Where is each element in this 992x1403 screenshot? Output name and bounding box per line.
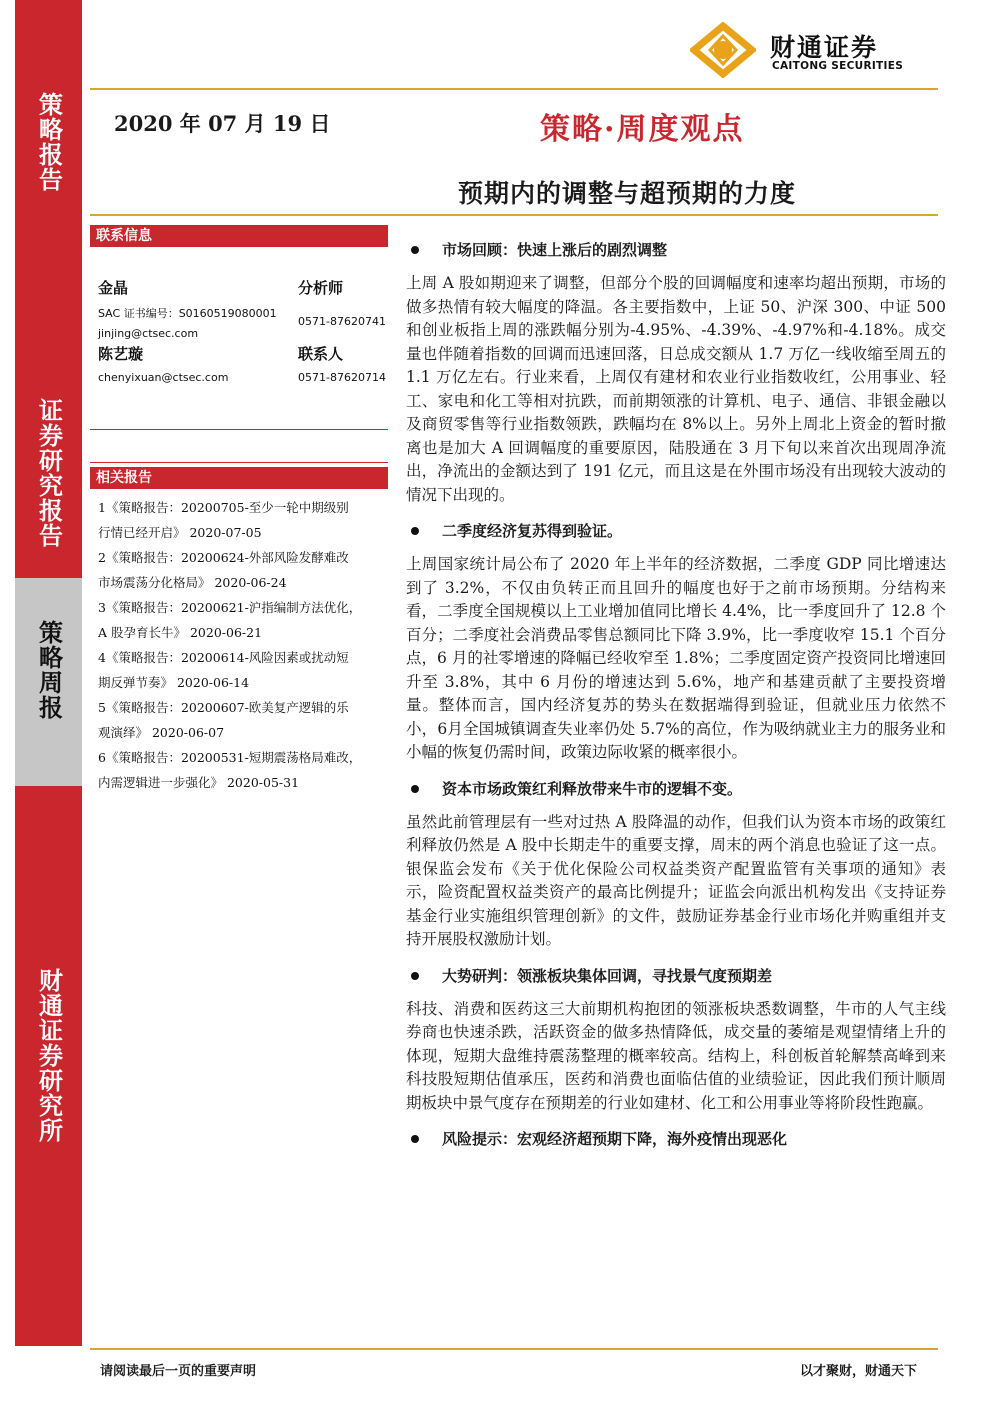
- bullet-icon: [411, 527, 419, 535]
- side-band-label: 证券研究报告: [34, 398, 64, 548]
- related-report-item[interactable]: 4《策略报告：20200614-风险因素或扰动短 期反弹节奏》 2020-06-14: [98, 650, 349, 690]
- related-reports-list: [90, 489, 388, 795]
- section-heading: 大势研判：领涨板块集体回调，寻找景气度预期差: [406, 962, 946, 990]
- logo-name-cn: 财通证券: [770, 33, 879, 62]
- section-heading: 资本市场政策红利释放带来牛市的逻辑不变。: [406, 775, 946, 803]
- related-heading: 相关报告: [90, 467, 388, 489]
- bullet-icon: [411, 1135, 419, 1143]
- analyst1-phone: 0571-87620741: [298, 315, 386, 328]
- logo-mark-icon: [690, 22, 756, 78]
- footer-rule: [90, 1348, 938, 1350]
- section-body: 上周国家统计局公布了 2020 年上半年的经济数据，二季度 GDP 同比增速达到了 3.2%，不仅由负转正而且回升的幅度也好于之前市场预期。分结构来看，二季度全国规模以上工业增加值同比增长 4.4%，比一季度回升了 12.8 个百分；二季度社会消费品零售总额同比下降 3.9%，比一季度收窄 15.1 个百分点，6 月的社零增速的降幅已经收窄至 1.8%；二季度固定资产投资同比增速回升至 3.8%，其中 6 月份的增速达到 5.6%，地产和基建贡献了主要投资增量。整体而言，国内经济复苏的势头在数据端得到验证，但就业压力依然不小，6月全国城镇调查失业率仍处 5.7%的高位，作为吸纳就业主力的服务业和小幅的恢复仍需时间，政策边际收紧的概率很小。: [406, 555, 946, 761]
- analyst2-phone: 0571-87620714: [298, 371, 386, 384]
- section-heading: 风险提示：宏观经济超预期下降，海外疫情出现恶化: [406, 1125, 946, 1153]
- report-date: 2020 年 07 月 19 日: [114, 111, 331, 136]
- section-body: 上周 A 股如期迎来了调整，但部分个股的回调幅度和速率均超出预期，市场的做多热情有较大幅度的降温。各主要指数中，上证 50、沪深 300、中证 500 和创业板指上周的涨跌幅分别为-4.95%、-4.39%、-4.97%和-4.18%。成交量也伴随着指数的回调而迅速回落，日总成交额从 1.7 万亿一线收缩至周五的 1.1 万亿左右。行业来看，上周仅有建材和农业行业指数收红，公用事业、轻工、家电和化工等相对抗跌，而前期领涨的计算机、电子、通信、非银金融以及商贸零售等行业指数领跌，跌幅均在 8%以上。另外上周北上资金的暂时撤离也是加大 A 回调幅度的重要原因，陆股通在 3 月下旬以来首次出现周净流出，净流出的金额达到了 191 亿元，而且这是在外围市场没有出现较大波动的情况下出现的。: [406, 274, 946, 504]
- main-content: [406, 236, 946, 1153]
- related-report-item[interactable]: 6《策略报告：20200531-短期震荡格局难改， 内需逻辑进一步强化》 2020-05-31: [98, 750, 362, 790]
- related-report-item[interactable]: 3《策略报告：20200621-沪指编制方法优化， A 股孕育长牛》 2020-06-21: [98, 600, 362, 640]
- analyst1-name: 金晶: [98, 279, 129, 297]
- side-band-strategy-report: [15, 0, 82, 206]
- analyst1-sac: SAC 证书编号：S0160519080001: [98, 307, 277, 320]
- bullet-icon: [411, 246, 419, 254]
- title-rule: [90, 214, 938, 216]
- analyst1-role: 分析师: [298, 279, 344, 297]
- related-report-item[interactable]: 5《策略报告：20200607-欧美复产逻辑的乐 观演绎》 2020-06-07: [98, 700, 349, 740]
- analyst2-role: 联系人: [298, 345, 344, 363]
- logo-name-en: CAITONG SECURITIES: [772, 60, 904, 72]
- side-band-weekly: [15, 578, 82, 786]
- contact-info: [90, 247, 388, 369]
- section-body: 虽然此前管理层有一些对过热 A 股降温的动作，但我们认为资本市场的政策红利释放仍然是 A 股中长期走牛的重要支撑，周末的两个消息也验证了这一点。银保监会发布《关于优化保险公司权益类资产配置监管有关事项的通知》表示，险资配置权益类资产的最高比例提升；证监会向派出机构发出《支持证券基金行业实施组织管理创新》的文件，鼓励证券基金行业市场化并购重组并支持开展股权激励计划。: [406, 812, 946, 948]
- section-heading: 市场回顾：快速上涨后的剧烈调整: [406, 236, 946, 264]
- section-heading: 二季度经济复苏得到验证。: [406, 517, 946, 545]
- side-band-institute: [15, 786, 82, 1346]
- bullet-icon: [411, 972, 419, 980]
- sidebar-divider: [90, 462, 388, 463]
- section-body: 科技、消费和医药这三大前期机构抱团的领涨板块悉数调整，牛市的人气主线券商也快速杀跌，活跃资金的做多热情降低，成交量的萎缩是观望情绪上升的体现，短期大盘维持震荡整理的概率较高。结构上，科创板首轮解禁高峰到来科技股短期估值承压，医药和消费也面临估值的业绩验证，因此我们预计顺周期板块中景气度存在预期差的行业如建材、化工和公用事业等将阶段性跑赢。: [406, 999, 946, 1112]
- footer-slogan: 以才聚财，财通天下: [800, 1364, 918, 1379]
- footer-disclaimer: 请阅读最后一页的重要声明: [100, 1364, 257, 1379]
- related-report-item[interactable]: 2《策略报告：20200624-外部风险发酵难改 市场震荡分化格局》 2020-06-24: [98, 550, 349, 590]
- sidebar: [90, 225, 388, 795]
- side-band-label: 策略周报: [34, 620, 64, 720]
- header-rule: [90, 88, 938, 90]
- bullet-icon: [411, 785, 419, 793]
- contact-heading: 联系信息: [90, 225, 388, 247]
- analyst2-name: 陈艺璇: [98, 345, 144, 363]
- company-logo: [690, 22, 930, 78]
- analyst1-email[interactable]: jinjing@ctsec.com: [98, 327, 199, 340]
- related-report-item[interactable]: 1《策略报告：20200705-至少一轮中期级别 行情已经开启》 2020-07-05: [98, 500, 349, 540]
- side-band-label: 财通证券研究所: [34, 968, 64, 1143]
- analyst2-email[interactable]: chenyixuan@ctsec.com: [98, 371, 229, 384]
- side-band-research-report: [15, 206, 82, 578]
- report-type: 策略·周度观点: [540, 112, 745, 147]
- report-title: 预期内的调整与超预期的力度: [458, 179, 797, 208]
- side-band-label: 策略报告: [34, 92, 64, 192]
